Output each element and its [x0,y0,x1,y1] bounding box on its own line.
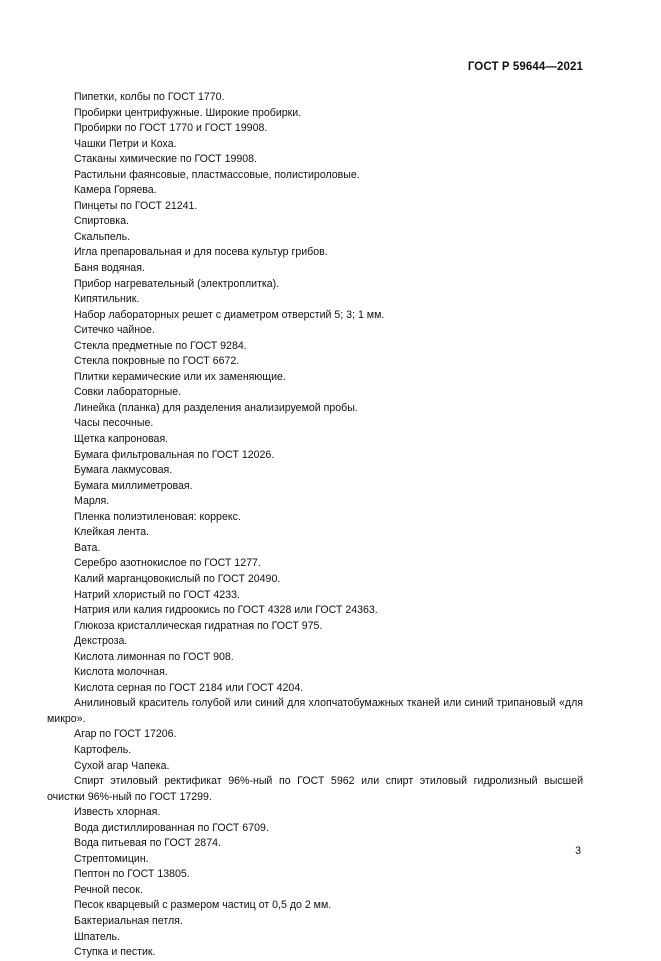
list-item: Вата. [74,541,101,554]
list-item: Пленка полиэтиленовая: коррекс. [74,510,241,523]
list-item: Агар по ГОСТ 17206. [74,728,177,741]
list-item: Кислота серная по ГОСТ 2184 или ГОСТ 4204. [74,681,304,694]
list-item: Совки лабораторные. [74,386,182,399]
list-item: Спирт этиловый ректификат 96%-ный по ГОСТ 5962 или спирт этиловый гидролизный высшей очистки 96%-ный по ГОСТ 17299. [47,775,583,803]
list-item: Натрий хлористый по ГОСТ 4233. [74,588,240,601]
list-item: Бумага миллиметровая. [74,479,193,492]
list-item: Стекла покровные по ГОСТ 6672. [74,355,240,368]
list-item: Кислота лимонная по ГОСТ 908. [74,650,234,663]
list-item: Сухой агар Чапека. [74,759,170,772]
list-item: Речной песок. [74,883,143,896]
list-item: Пробирки центрифужные. Широкие пробирки. [74,106,302,119]
list-item: Анилиновый краситель голубой или синий для хлопчатобумажных тканей или синий трипановый «для микро». [47,697,583,725]
list-item: Декстроза. [74,635,128,648]
list-item: Вода дистиллированная по ГОСТ 6709. [74,821,269,834]
list-item: Пинцеты по ГОСТ 21241. [74,199,198,212]
list-item: Марля. [74,495,110,508]
list-item: Серебро азотнокислое по ГОСТ 1277. [74,557,261,570]
list-item: Кислота молочная. [74,666,168,679]
list-item: Бактериальная петля. [74,914,183,927]
list-item: Пептон по ГОСТ 13805. [74,868,190,881]
list-item: Чашки Петри и Коха. [74,137,177,150]
list-item: Песок кварцевый с размером частиц от 0,5 до 2 мм. [74,899,332,912]
list-item: Прибор нагревательный (электроплитка). [74,277,280,290]
list-item: Шпатель. [74,930,121,943]
list-item: Щетка капроновая. [74,433,169,446]
document-header: ГОСТ Р 59644—2021 [467,61,583,73]
equipment-list [47,90,583,961]
list-item: Пипетки, колбы по ГОСТ 1770. [74,91,225,103]
list-item: Кипятильник. [74,293,140,306]
list-item: Скальпель. [74,230,131,243]
list-item: Известь хлорная. [74,806,161,819]
page-number: 3 [575,845,581,857]
list-item: Бумага фильтровальная по ГОСТ 12026. [74,448,275,461]
list-item: Спиртовка. [74,215,129,228]
list-item: Ситечко чайное. [74,324,155,337]
list-item: Картофель. [74,743,132,756]
list-item: Стекла предметные по ГОСТ 9284. [74,339,247,352]
list-item: Стрептомицин. [74,852,149,865]
list-item: Вода питьевая по ГОСТ 2874. [74,837,221,850]
list-item: Глюкоза кристаллическая гидратная по ГОСТ 975. [74,619,323,632]
list-item: Часы песочные. [74,417,154,430]
list-item: Плитки керамические или их заменяющие. [74,370,286,383]
list-item: Баня водяная. [74,262,145,275]
list-item: Линейка (планка) для разделения анализируемой пробы. [74,401,358,414]
list-item: Натрия или калия гидроокись по ГОСТ 4328 или ГОСТ 24363. [74,604,378,617]
list-item: Калий марганцовокислый по ГОСТ 20490. [74,572,281,585]
list-item: Растильни фаянсовые, пластмассовые, полистироловые. [74,168,360,181]
list-item: Набор лабораторных решет с диаметром отверстий 5; 3; 1 мм. [74,308,385,321]
list-item: Игла препаровальная и для посева культур грибов. [74,246,328,259]
list-item: Камера Горяева. [74,184,157,197]
list-item: Бумага лакмусовая. [74,464,173,477]
list-item: Пробирки по ГОСТ 1770 и ГОСТ 19908. [74,122,268,135]
list-item: Клейкая лента. [74,526,150,539]
list-item: Стаканы химические по ГОСТ 19908. [74,153,258,166]
list-item: Ступка и пестик. [74,946,156,959]
